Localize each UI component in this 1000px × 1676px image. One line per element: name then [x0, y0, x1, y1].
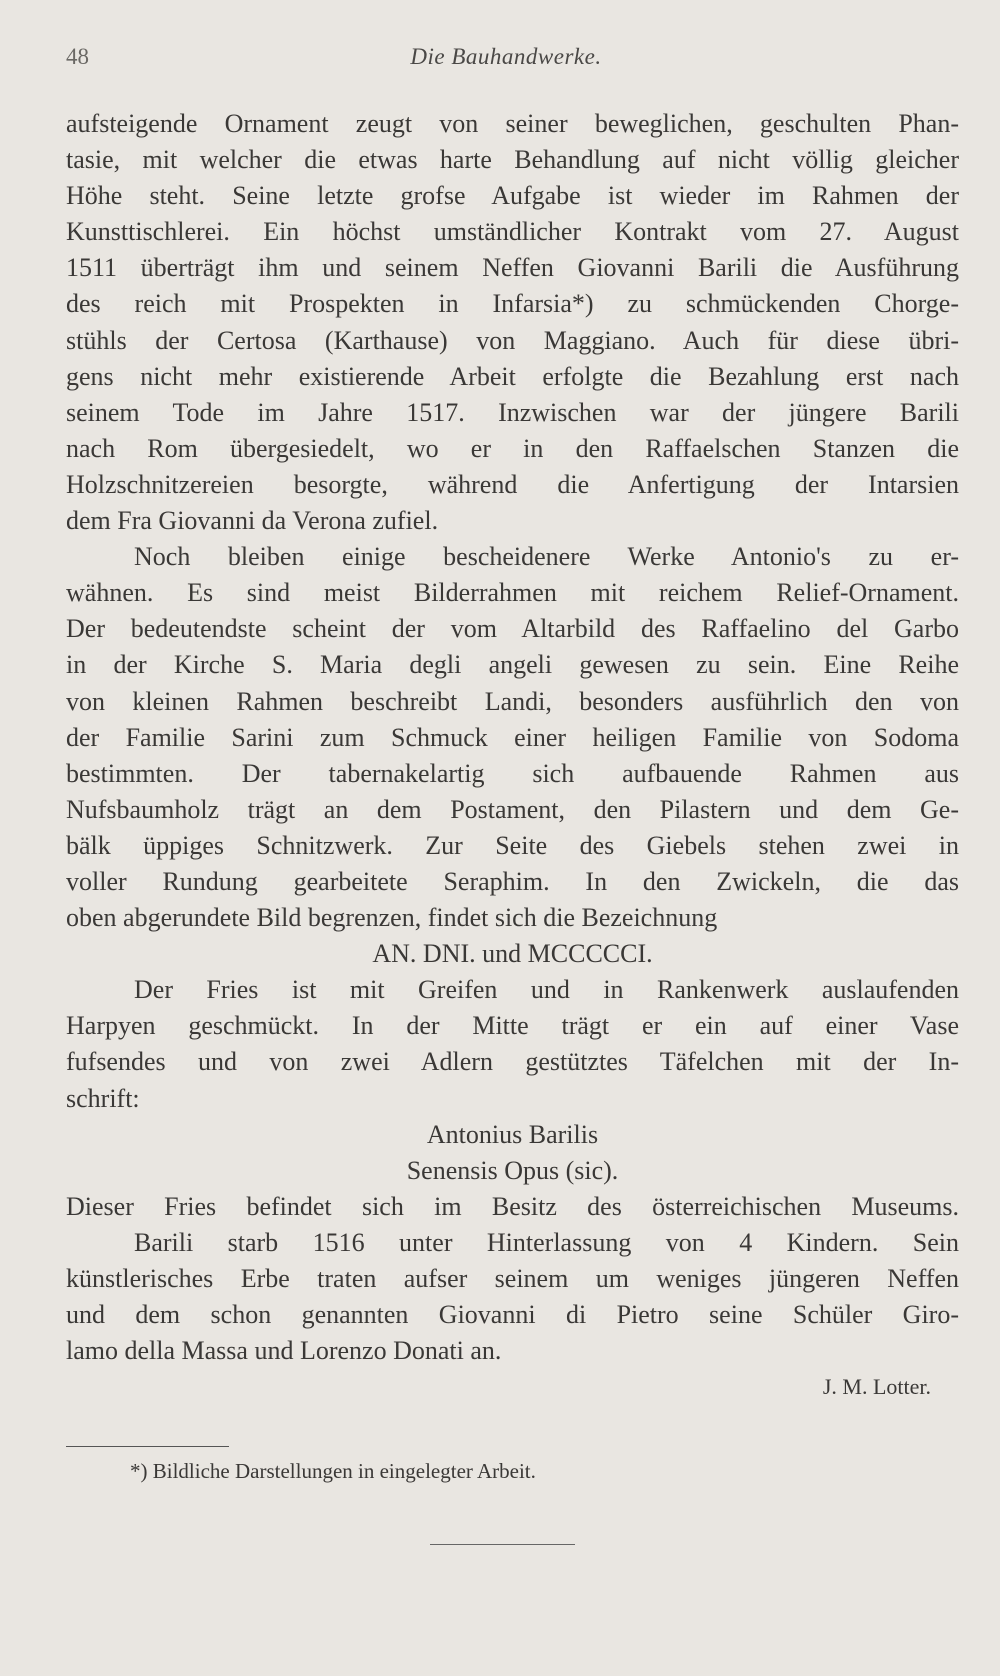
text-line: schrift: [66, 1083, 140, 1113]
text-line: Kunsttischlerei. Ein höchst umständlicher Kontrakt vom 27. August [66, 217, 959, 247]
text-line: in der Kirche S. Maria degli angeli gewesen zu sein. Eine Reihe [66, 650, 959, 680]
text-line: Nufsbaumholz trägt an dem Postament, den Pilastern und dem Ge- [66, 794, 959, 824]
text-line: Der bedeutendste scheint der vom Altarbild des Raffaelino del Garbo [66, 614, 959, 644]
text-line: Barili starb 1516 unter Hinterlassung von 4 Kindern. Sein [134, 1227, 959, 1257]
text-line: wähnen. Es sind meist Bilderrahmen mit reichem Relief-Ornament. [66, 578, 959, 608]
text-line: künstlerisches Erbe traten aufser seinem um weniges jüngeren Neffen [66, 1264, 959, 1293]
text-line: von kleinen Rahmen beschreibt Landi, besonders ausführlich den von [66, 686, 959, 716]
text-line: bälk üppiges Schnitzwerk. Zur Seite des Giebels stehen zwei in [66, 830, 959, 860]
inscription-line: Antonius Barilis [426, 1119, 599, 1149]
page-header [66, 44, 946, 84]
text-line: bestimmten. Der tabernakelartig sich aufbauende Rahmen aus [66, 758, 959, 788]
text-line: aufsteigende Ornament zeugt von seiner beweglichen, geschulten Phan- [66, 109, 959, 138]
text-line: seinem Tode im Jahre 1517. Inzwischen war der jüngere Barili [66, 397, 959, 427]
footnote-rule [66, 1446, 229, 1447]
text-line: tasie, mit welcher die etwas harte Behandlung auf nicht völlig gleicher [66, 145, 959, 175]
text-line: des reich mit Prospekten in Infarsia*) zu schmückenden Chorge- [66, 289, 959, 319]
text-line: gens nicht mehr existierende Arbeit erfolgte die Bezahlung erst nach [66, 361, 959, 391]
text-line: stühls der Certosa (Karthause) von Maggiano. Auch für diese übri- [66, 325, 959, 355]
footnote-area [66, 1446, 959, 1484]
text-line: Dieser Fries befindet sich im Besitz des österreichischen Museums. [66, 1191, 959, 1221]
page-number: 48 [66, 44, 89, 69]
text-line: 1511 überträgt ihm und seinem Neffen Giovanni Barili die Ausführung [66, 253, 959, 283]
footnote-text: *) Bildliche Darstellungen in eingelegter Arbeit. [130, 1459, 536, 1483]
inscription-line: Senensis Opus (sic). [406, 1155, 619, 1185]
text-line: nach Rom übergesiedelt, wo er in den Raffaelschen Stanzen die [66, 433, 959, 463]
body-text [66, 106, 959, 1405]
text-line: der Familie Sarini zum Schmuck einer heiligen Familie von Sodoma [66, 722, 959, 752]
author-signature: J. M. Lotter. [822, 1374, 931, 1400]
text-line: fufsendes und von zwei Adlern gestütztes Täfelchen mit der In- [66, 1047, 959, 1077]
text-line: voller Rundung gearbeitete Seraphim. In den Zwickeln, die das [66, 866, 959, 896]
running-title: Die Bauhandwerke. [410, 44, 602, 69]
text-line: Noch bleiben einige bescheidenere Werke Antonio's zu er- [134, 542, 959, 572]
text-line: Der Fries ist mit Greifen und in Rankenwerk auslaufenden [134, 975, 959, 1005]
text-line: Höhe steht. Seine letzte grofse Aufgabe ist wieder im Rahmen der [66, 181, 959, 211]
text-line: Holzschnitzereien besorgte, während die Anfertigung der Intarsien [66, 469, 959, 499]
text-line: dem Fra Giovanni da Verona zufiel. [66, 506, 439, 536]
text-line: und dem schon genannten Giovanni di Pietro seine Schüler Giro- [66, 1300, 959, 1330]
text-line: oben abgerundete Bild begrenzen, findet sich die Bezeichnung [66, 903, 718, 933]
text-line: Harpyen geschmückt. In der Mitte trägt er ein auf einer Vase [66, 1011, 959, 1041]
inscription-line: AN. DNI. und MCCCCCI. [372, 939, 653, 969]
text-line: lamo della Massa und Lorenzo Donati an. [66, 1336, 502, 1366]
end-rule [430, 1544, 575, 1545]
